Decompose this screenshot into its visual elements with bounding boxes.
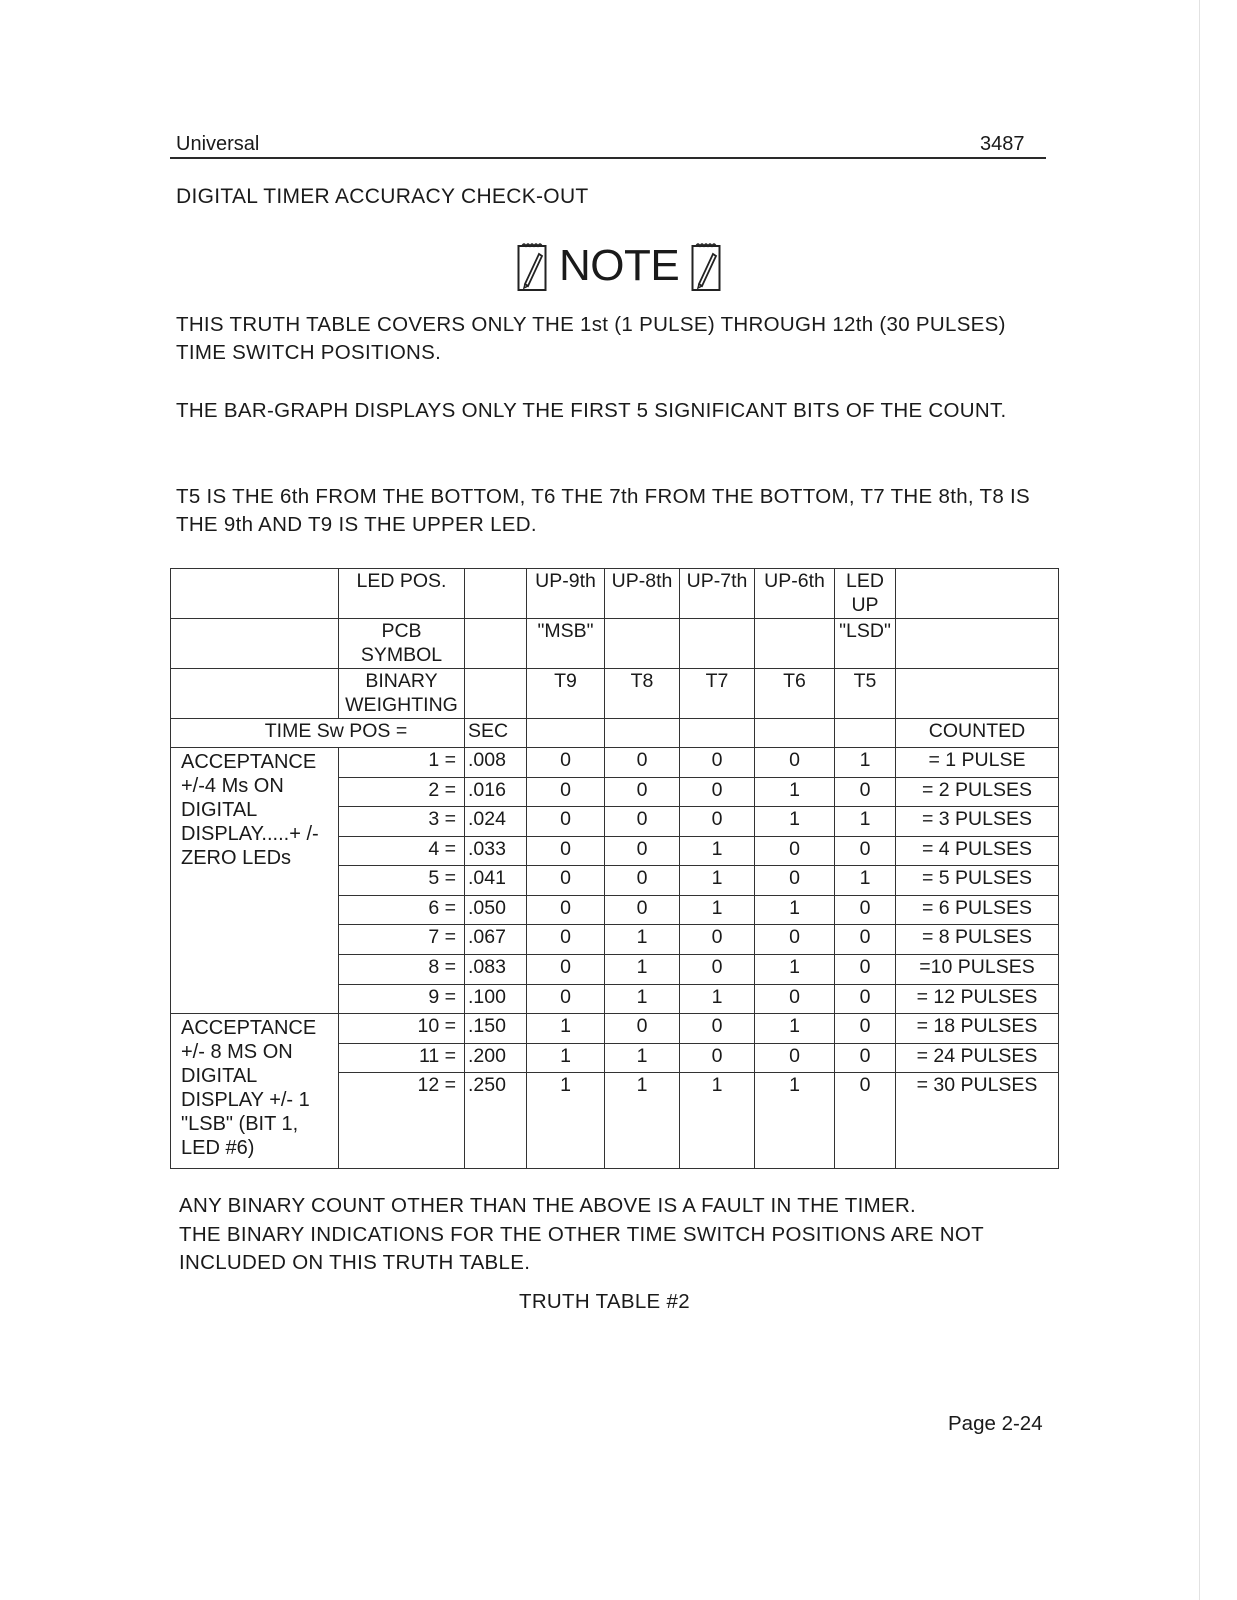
page-number: Page 2-24 bbox=[948, 1412, 1043, 1435]
bit-value: 1 bbox=[527, 1043, 605, 1073]
time-pos-header-row bbox=[171, 718, 1059, 748]
bit-value: 0 bbox=[527, 955, 605, 985]
bit-value: 0 bbox=[527, 925, 605, 955]
bit-value: 0 bbox=[680, 1043, 755, 1073]
sec-label: SEC bbox=[465, 718, 527, 748]
bit-value: 0 bbox=[527, 807, 605, 837]
time-sw-pos: 4 = bbox=[339, 836, 465, 866]
blank-cell bbox=[896, 668, 1059, 718]
seconds-value: .100 bbox=[465, 984, 527, 1014]
bit-value: 1 bbox=[680, 984, 755, 1014]
counted-value: =10 PULSES bbox=[896, 955, 1059, 985]
counted-value: = 8 PULSES bbox=[896, 925, 1059, 955]
bit-value: 0 bbox=[835, 1043, 896, 1073]
weight-t6: T6 bbox=[755, 668, 835, 718]
blank-cell bbox=[171, 618, 339, 668]
led-pos-label: LED POS. bbox=[339, 569, 465, 619]
table-caption: TRUTH TABLE #2 bbox=[519, 1290, 690, 1313]
blank-cell bbox=[680, 618, 755, 668]
binary-weighting-label: BINARY WEIGHTING bbox=[339, 668, 465, 718]
bit-value: 0 bbox=[605, 895, 680, 925]
bit-value: 1 bbox=[755, 807, 835, 837]
bit-value: 0 bbox=[527, 836, 605, 866]
bit-value: 0 bbox=[680, 807, 755, 837]
time-sw-pos: 10 = bbox=[339, 1014, 465, 1044]
counted-value: = 18 PULSES bbox=[896, 1014, 1059, 1044]
bit-value: 1 bbox=[680, 866, 755, 896]
time-sw-pos: 9 = bbox=[339, 984, 465, 1014]
header-manufacturer: Universal bbox=[176, 133, 260, 155]
seconds-value: .150 bbox=[465, 1014, 527, 1044]
bit-value: 0 bbox=[835, 777, 896, 807]
footer-fault-note: ANY BINARY COUNT OTHER THAN THE ABOVE IS A FAULT IN THE TIMER. bbox=[179, 1194, 917, 1217]
header-model-number: 3487 bbox=[980, 133, 1025, 155]
counted-value: = 30 PULSES bbox=[896, 1073, 1059, 1169]
bit-value: 1 bbox=[605, 925, 680, 955]
time-sw-pos-label: TIME Sw POS = bbox=[171, 718, 465, 748]
truth-table bbox=[170, 568, 1059, 1169]
blank-cell bbox=[527, 718, 605, 748]
pcb-symbol-row bbox=[171, 618, 1059, 668]
counted-label: COUNTED bbox=[896, 718, 1059, 748]
led-pos-up-9th: UP-9th bbox=[527, 569, 605, 619]
blank-cell bbox=[171, 569, 339, 619]
seconds-value: .041 bbox=[465, 866, 527, 896]
weight-t8: T8 bbox=[605, 668, 680, 718]
blank-cell bbox=[896, 569, 1059, 619]
blank-cell bbox=[896, 618, 1059, 668]
footer-other-positions-note: THE BINARY INDICATIONS FOR THE OTHER TIME SWITCH POSITIONS ARE NOT INCLUDED ON THIS TRUTH TABLE. bbox=[179, 1223, 984, 1274]
bit-value: 1 bbox=[680, 895, 755, 925]
bit-value: 0 bbox=[680, 777, 755, 807]
bit-value: 0 bbox=[755, 866, 835, 896]
bit-value: 1 bbox=[527, 1014, 605, 1044]
bit-value: 1 bbox=[527, 1073, 605, 1169]
notepad-pencil-icon bbox=[517, 240, 547, 292]
msb-label: "MSB" bbox=[527, 618, 605, 668]
bit-value: 0 bbox=[755, 1043, 835, 1073]
bit-value: 1 bbox=[680, 1073, 755, 1169]
time-sw-pos: 8 = bbox=[339, 955, 465, 985]
counted-value: = 5 PULSES bbox=[896, 866, 1059, 896]
counted-value: = 12 PULSES bbox=[896, 984, 1059, 1014]
led-pos-up-7th: UP-7th bbox=[680, 569, 755, 619]
bit-value: 0 bbox=[680, 1014, 755, 1044]
time-sw-pos: 11 = bbox=[339, 1043, 465, 1073]
lsd-label: "LSD" bbox=[835, 618, 896, 668]
seconds-value: .250 bbox=[465, 1073, 527, 1169]
bit-value: 0 bbox=[605, 807, 680, 837]
bit-value: 0 bbox=[605, 748, 680, 778]
section-heading: DIGITAL TIMER ACCURACY CHECK-OUT bbox=[176, 185, 589, 208]
led-pos-led-up: LED UP bbox=[835, 569, 896, 619]
binary-weighting-row bbox=[171, 668, 1059, 718]
bit-value: 0 bbox=[527, 748, 605, 778]
bit-value: 1 bbox=[835, 866, 896, 896]
seconds-value: .016 bbox=[465, 777, 527, 807]
bit-value: 1 bbox=[835, 748, 896, 778]
time-sw-pos: 6 = bbox=[339, 895, 465, 925]
bit-value: 0 bbox=[755, 748, 835, 778]
led-pos-row bbox=[171, 569, 1059, 619]
bit-value: 0 bbox=[835, 984, 896, 1014]
seconds-value: .024 bbox=[465, 807, 527, 837]
note-label: NOTE bbox=[559, 241, 680, 290]
bit-value: 0 bbox=[835, 836, 896, 866]
blank-cell bbox=[835, 718, 896, 748]
seconds-value: .083 bbox=[465, 955, 527, 985]
counted-value: = 2 PULSES bbox=[896, 777, 1059, 807]
notepad-pencil-icon bbox=[691, 240, 721, 292]
bit-value: 0 bbox=[680, 925, 755, 955]
bit-value: 1 bbox=[605, 1043, 680, 1073]
bit-value: 1 bbox=[755, 777, 835, 807]
bit-value: 0 bbox=[835, 1014, 896, 1044]
counted-value: = 3 PULSES bbox=[896, 807, 1059, 837]
blank-cell bbox=[605, 718, 680, 748]
weight-t5: T5 bbox=[835, 668, 896, 718]
bit-value: 1 bbox=[835, 807, 896, 837]
time-sw-pos: 5 = bbox=[339, 866, 465, 896]
paragraph-bar-graph: THE BAR-GRAPH DISPLAYS ONLY THE FIRST 5 SIGNIFICANT BITS OF THE COUNT. bbox=[176, 399, 1007, 422]
time-sw-pos: 1 = bbox=[339, 748, 465, 778]
bit-value: 0 bbox=[527, 895, 605, 925]
bit-value: 0 bbox=[527, 866, 605, 896]
time-sw-pos: 3 = bbox=[339, 807, 465, 837]
acceptance-group-label: ACCEPTANCE +/- 8 MS ON DIGITAL DISPLAY +/- 1 "LSB" (BIT 1, LED #6) bbox=[171, 1014, 339, 1169]
counted-value: = 1 PULSE bbox=[896, 748, 1059, 778]
bit-value: 1 bbox=[755, 1073, 835, 1169]
bit-value: 1 bbox=[605, 984, 680, 1014]
time-sw-pos: 2 = bbox=[339, 777, 465, 807]
bit-value: 1 bbox=[755, 955, 835, 985]
seconds-value: .033 bbox=[465, 836, 527, 866]
bit-value: 0 bbox=[605, 866, 680, 896]
bit-value: 0 bbox=[605, 1014, 680, 1044]
header-rule bbox=[170, 157, 1046, 159]
blank-cell bbox=[465, 668, 527, 718]
seconds-value: .200 bbox=[465, 1043, 527, 1073]
counted-value: = 4 PULSES bbox=[896, 836, 1059, 866]
bit-value: 0 bbox=[835, 955, 896, 985]
counted-value: = 24 PULSES bbox=[896, 1043, 1059, 1073]
bit-value: 1 bbox=[605, 955, 680, 985]
bit-value: 0 bbox=[527, 984, 605, 1014]
acceptance-group-label: ACCEPTANCE +/-4 Ms ON DIGITAL DISPLAY.....+ /- ZERO LEDs bbox=[171, 748, 339, 1014]
bit-value: 0 bbox=[680, 955, 755, 985]
blank-cell bbox=[465, 618, 527, 668]
blank-cell bbox=[680, 718, 755, 748]
pcb-symbol-label: PCB SYMBOL bbox=[339, 618, 465, 668]
paragraph-led-positions: T5 IS THE 6th FROM THE BOTTOM, T6 THE 7th FROM THE BOTTOM, T7 THE 8th, T8 IS THE 9th AND T9 IS THE UPPER LED. bbox=[176, 485, 1030, 536]
paragraph-coverage: THIS TRUTH TABLE COVERS ONLY THE 1st (1 PULSE) THROUGH 12th (30 PULSES) TIME SWITCH POSITIONS. bbox=[176, 313, 1006, 364]
bit-value: 0 bbox=[835, 1073, 896, 1169]
bit-value: 1 bbox=[605, 1073, 680, 1169]
blank-cell bbox=[755, 618, 835, 668]
note-banner bbox=[517, 238, 721, 294]
bit-value: 0 bbox=[755, 836, 835, 866]
bit-value: 1 bbox=[755, 1014, 835, 1044]
seconds-value: .008 bbox=[465, 748, 527, 778]
seconds-value: .067 bbox=[465, 925, 527, 955]
led-pos-up-6th: UP-6th bbox=[755, 569, 835, 619]
bit-value: 0 bbox=[835, 895, 896, 925]
weight-t7: T7 bbox=[680, 668, 755, 718]
bit-value: 1 bbox=[755, 895, 835, 925]
bit-value: 0 bbox=[755, 925, 835, 955]
table-row bbox=[171, 1014, 1059, 1044]
time-sw-pos: 7 = bbox=[339, 925, 465, 955]
page-edge-line bbox=[1199, 0, 1200, 1600]
blank-cell bbox=[171, 668, 339, 718]
bit-value: 0 bbox=[835, 925, 896, 955]
bit-value: 0 bbox=[605, 836, 680, 866]
bit-value: 0 bbox=[680, 748, 755, 778]
counted-value: = 6 PULSES bbox=[896, 895, 1059, 925]
seconds-value: .050 bbox=[465, 895, 527, 925]
weight-t9: T9 bbox=[527, 668, 605, 718]
blank-cell bbox=[605, 618, 680, 668]
time-sw-pos: 12 = bbox=[339, 1073, 465, 1169]
blank-cell bbox=[465, 569, 527, 619]
bit-value: 1 bbox=[680, 836, 755, 866]
bit-value: 0 bbox=[755, 984, 835, 1014]
bit-value: 0 bbox=[605, 777, 680, 807]
bit-value: 0 bbox=[527, 777, 605, 807]
blank-cell bbox=[755, 718, 835, 748]
led-pos-up-8th: UP-8th bbox=[605, 569, 680, 619]
table-row bbox=[171, 748, 1059, 778]
